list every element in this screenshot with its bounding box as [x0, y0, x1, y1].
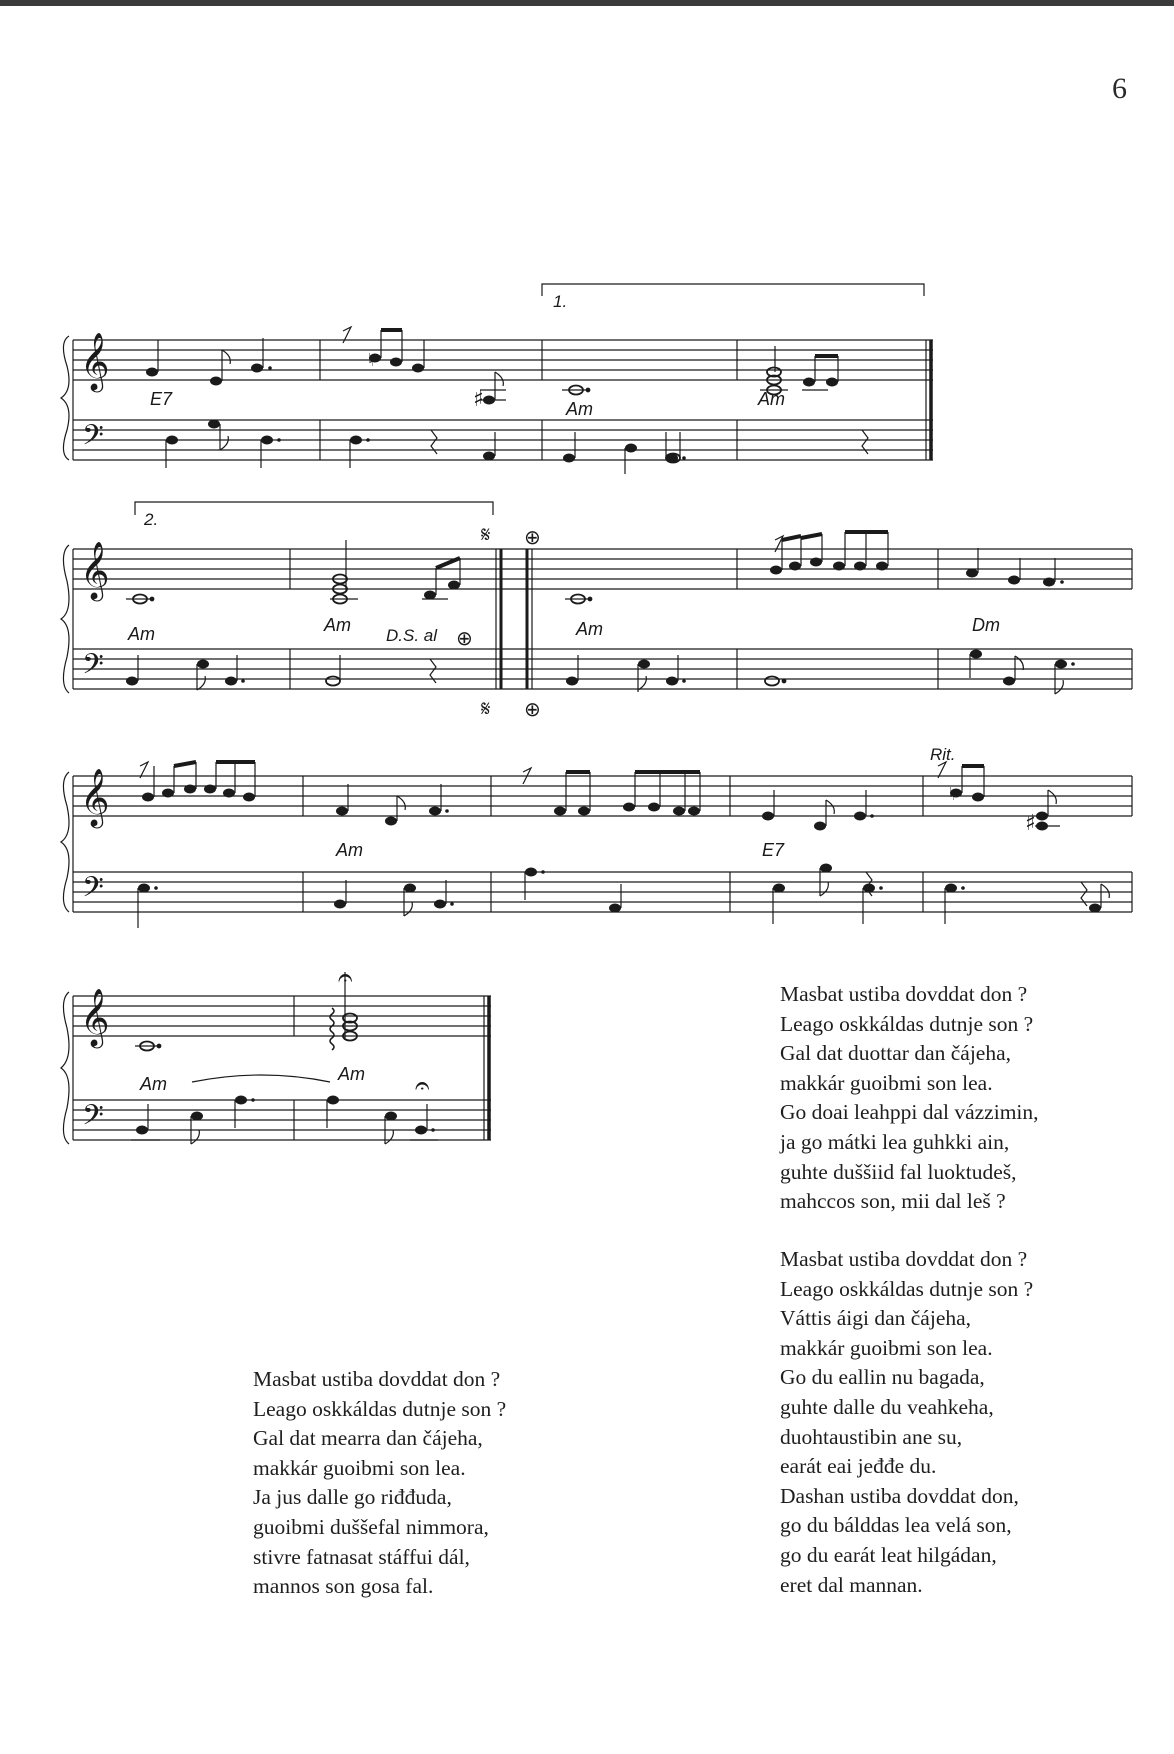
rests	[140, 327, 1087, 906]
grand-staff-brace	[61, 992, 69, 1144]
volta-label: 2.	[144, 510, 159, 529]
lyric-line: earát eai jeđđe du.	[780, 1454, 937, 1479]
beams	[174, 330, 984, 772]
bass-clef-icon: 𝄢	[82, 419, 104, 459]
chord-symbol: Am	[128, 624, 155, 644]
chord-symbol: Am	[140, 1074, 167, 1094]
treble-staff	[73, 340, 933, 380]
page-number: 6	[1112, 72, 1127, 105]
treble-clef-icon: 𝄞	[80, 988, 110, 1046]
lyric-line: Go doai leahppi dal vázzimin,	[780, 1100, 1039, 1125]
treble-clef-icon: 𝄞	[80, 332, 110, 390]
segno-icon: 𝄋	[481, 523, 491, 548]
volta-bracket-1	[542, 284, 924, 296]
lyric-line: Masbat ustiba dovddat don ?	[780, 1247, 1028, 1271]
lyric-line: guhte dalle du veahkeha,	[780, 1394, 994, 1419]
lyric-line: guoibmi duššefal nimmora,	[253, 1514, 489, 1539]
arpeggio	[330, 1008, 334, 1050]
bass-clef-icon: 𝄢	[82, 648, 104, 688]
chord-symbol: Am	[576, 619, 603, 639]
fermata-icon: 𝄐	[338, 963, 353, 993]
grand-staff-brace	[61, 336, 69, 460]
clefs	[80, 332, 110, 1139]
treble-clef-icon: 𝄞	[80, 541, 110, 599]
lyrics-stanza-bottom-right	[780, 1245, 1033, 1600]
lyric-line: Dashan ustiba dovddat don,	[780, 1483, 1019, 1508]
lyrics-stanza-top-right	[780, 980, 1039, 1217]
lyrics-stanza-bottom-left	[253, 1365, 506, 1602]
lyric-line: Váttis áigi dan čájeha,	[780, 1306, 972, 1331]
hollow-noteheads	[133, 368, 786, 1051]
lyric-line: Ja jus dalle go riđđuda,	[253, 1485, 452, 1510]
music-system-3	[61, 772, 1132, 912]
bass-staff	[73, 420, 933, 460]
segno-icon: 𝄋	[481, 697, 491, 722]
chord-symbol: E7	[150, 389, 173, 409]
music-system-1	[61, 284, 933, 460]
chord-symbol: Dm	[972, 615, 1000, 635]
chord-symbol: Am	[338, 1064, 365, 1084]
lyric-line: stivre fatnasat stáffui dál,	[253, 1544, 470, 1569]
sharp-icon: ♯	[473, 387, 484, 412]
lyric-line: Masbat ustiba dovddat don ?	[253, 1367, 501, 1391]
natural-icon: ♮	[368, 350, 375, 371]
chord-symbol: Am	[336, 840, 363, 860]
fermata-icon: 𝄐	[415, 1071, 430, 1101]
lyric-line: guhte duššiid fal luoktudeš,	[780, 1159, 1017, 1184]
lyric-line: ja go mátki lea guhkki ain,	[780, 1129, 1010, 1154]
lyric-line: eret dal mannan.	[780, 1572, 923, 1597]
lyric-line: mannos son gosa fal.	[253, 1574, 434, 1599]
lyric-line: Gal dat duottar dan čájeha,	[780, 1041, 1012, 1066]
bass-clef-icon: 𝄢	[82, 1099, 104, 1139]
grand-staff-brace	[61, 545, 69, 693]
lyric-line: Gal dat mearra dan čájeha,	[253, 1426, 483, 1451]
treble-clef-icon: 𝄞	[80, 768, 110, 826]
lyric-line: Go du eallin nu bagada,	[780, 1365, 985, 1390]
lyric-line: go du bálddas lea velá son,	[780, 1513, 1012, 1538]
sharp-icon: ♯	[1025, 811, 1036, 836]
chord-symbol: Am	[566, 399, 593, 419]
lyric-line: Leago oskkáldas dutnje son ?	[780, 1276, 1034, 1301]
bass-staff	[73, 872, 1132, 912]
bass-clef-icon: 𝄢	[82, 871, 104, 911]
lyric-line: makkár guoibmi son lea.	[780, 1070, 993, 1095]
chord-symbol: Am	[758, 389, 785, 409]
volta-bracket-2	[135, 502, 493, 515]
coda-icon: ⊕	[524, 697, 541, 721]
lyric-line: mahccos son, mii dal leš ?	[780, 1189, 1006, 1214]
lyric-line: go du earát leat hilgádan,	[780, 1542, 997, 1567]
ritardando-mark: Rit.	[930, 745, 956, 764]
lyric-line: Masbat ustiba dovddat don ?	[780, 982, 1028, 1006]
bass-staff	[73, 1100, 491, 1140]
tie-slur	[192, 1075, 330, 1082]
lyric-line: makkár guoibmi son lea.	[780, 1335, 993, 1360]
lyric-line: duohtaustibin ane su,	[780, 1424, 963, 1449]
music-system-2	[61, 502, 1132, 693]
coda-icon: ⊕	[524, 525, 541, 549]
chord-symbol: E7	[762, 840, 785, 860]
grand-staff-brace	[61, 772, 69, 912]
natural-icon: ♮	[949, 784, 956, 805]
chord-symbol: Am	[324, 615, 351, 635]
volta-label: 1.	[553, 292, 568, 311]
ds-al-coda-text: D.S. al	[386, 626, 438, 645]
lyric-line: Leago oskkáldas dutnje son ?	[780, 1011, 1034, 1036]
lyric-line: Leago oskkáldas dutnje son ?	[253, 1396, 507, 1421]
lyric-line: makkár guoibmi son lea.	[253, 1455, 466, 1480]
coda-icon: ⊕	[456, 626, 473, 650]
treble-staff	[73, 996, 491, 1036]
